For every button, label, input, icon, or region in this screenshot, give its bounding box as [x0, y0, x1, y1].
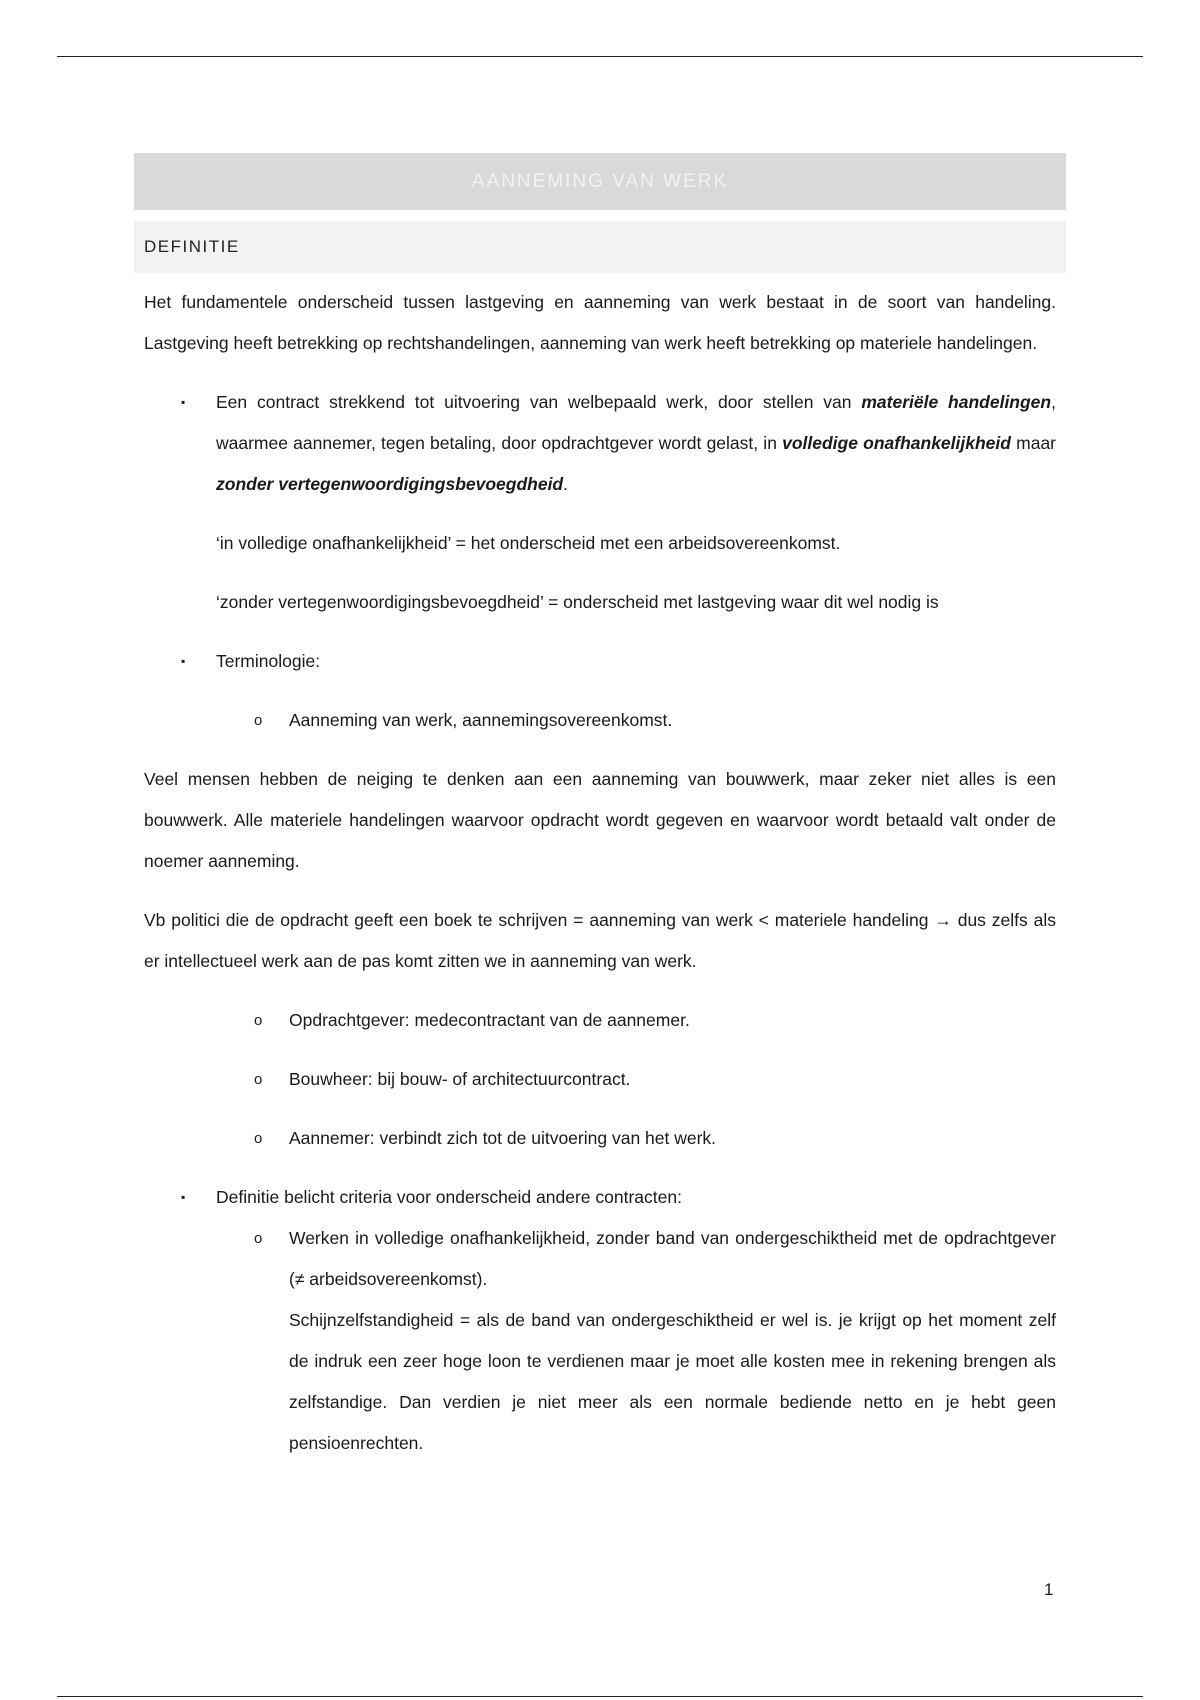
intro-paragraph: Het fundamentele onderscheid tussen lastgeving en aanneming van werk bestaat in de soort van handeling. Lastgeving heeft betrekking op rechtshandelingen, aanneming van werk heeft betrekking op materiele handelingen.	[144, 292, 1056, 353]
bullet-definition	[134, 382, 1066, 505]
paragraph-example: Vb politici die de opdracht geeft een boek te schrijven = aanneming van werk < materiele handeling → dus zelfs als er intellectueel werk aan de pas komt zitten we in aanneming van werk.	[144, 910, 1056, 971]
bullet-criteria	[134, 1177, 1066, 1218]
sub-item-text: Bouwheer: bij bouw- of architectuurcontract.	[289, 1069, 631, 1089]
bullet-text: Definitie belicht criteria voor onderscheid andere contracten:	[216, 1187, 682, 1207]
note-vertegenwoordiging: ‘zonder vertegenwoordigingsbevoegdheid’ = onderscheid met lastgeving waar dit wel nodig is	[216, 592, 939, 612]
sub-item	[134, 1059, 1066, 1100]
bullet-text: Een contract strekkend tot uitvoering van welbepaald werk, door stellen van	[216, 392, 862, 412]
bold-italic-term: volledige onafhankelijkheid	[782, 433, 1011, 453]
bold-italic-term: materiële handelingen	[861, 392, 1052, 412]
section-heading-text: DEFINITIE	[144, 237, 240, 256]
bold-italic-term: zonder vertegenwoordigingsbevoegdheid	[216, 474, 564, 494]
bullet-text: Terminologie:	[216, 651, 321, 671]
sub-item-text: Aannemer: verbindt zich tot de uitvoering van het werk.	[289, 1128, 717, 1148]
sub-item	[134, 1000, 1066, 1041]
bullet-text: maar	[1010, 433, 1057, 453]
bullet-text: .	[563, 474, 568, 494]
header-rule	[57, 56, 1143, 57]
bullet-text: , waarmee aannemer, tegen betaling, door opdrachtgever wordt gelast, in	[216, 392, 1056, 453]
sub-item	[134, 1118, 1066, 1159]
page-content	[134, 153, 1066, 1464]
square-bullet-icon: ▪	[181, 654, 186, 668]
sub-item-text: Werken in volledige onafhankelijkheid, zonder band van ondergeschiktheid met de opdrachtgever (≠ arbeidsovereenkomst).	[289, 1228, 1056, 1289]
bullet-terminologie	[134, 641, 1066, 682]
section-heading	[134, 221, 1066, 273]
page-number: 1	[1044, 1580, 1054, 1599]
note-onafhankelijkheid: ‘in volledige onafhankelijkheid’ = het onderscheid met een arbeidsovereenkomst.	[216, 533, 841, 553]
circle-bullet-icon: o	[254, 1230, 263, 1247]
circle-bullet-icon: o	[254, 712, 263, 729]
sub-item	[134, 1218, 1066, 1464]
circle-bullet-icon: o	[254, 1012, 263, 1029]
circle-bullet-icon: o	[254, 1071, 263, 1088]
sub-item	[134, 700, 1066, 741]
sub-item-text: Opdrachtgever: medecontractant van de aannemer.	[289, 1010, 690, 1030]
square-bullet-icon: ▪	[181, 395, 186, 409]
document-title-text: AANNEMING VAN WERK	[471, 170, 729, 192]
document-title	[134, 153, 1066, 210]
paragraph-bouwwerk: Veel mensen hebben de neiging te denken aan een aanneming van bouwwerk, maar zeker niet alles is een bouwwerk. Alle materiele handelingen waarvoor opdracht wordt gegeven en waarvoor wordt betaald valt onder de noemer aanneming.	[144, 769, 1056, 871]
square-bullet-icon: ▪	[181, 1190, 186, 1204]
circle-bullet-icon: o	[254, 1130, 263, 1147]
footer-rule	[57, 1696, 1143, 1697]
sub-item-text: Aanneming van werk, aannemingsovereenkomst.	[289, 710, 673, 730]
sub-item-text: Schijnzelfstandigheid = als de band van ondergeschiktheid er wel is. je krijgt op het moment zelf de indruk een zeer hoge loon te verdienen maar je moet alle kosten mee in rekening brengen als zelfstandige. Dan verdien je niet meer als een normale bediende netto en je hebt geen pensioenrechten.	[289, 1310, 1056, 1453]
